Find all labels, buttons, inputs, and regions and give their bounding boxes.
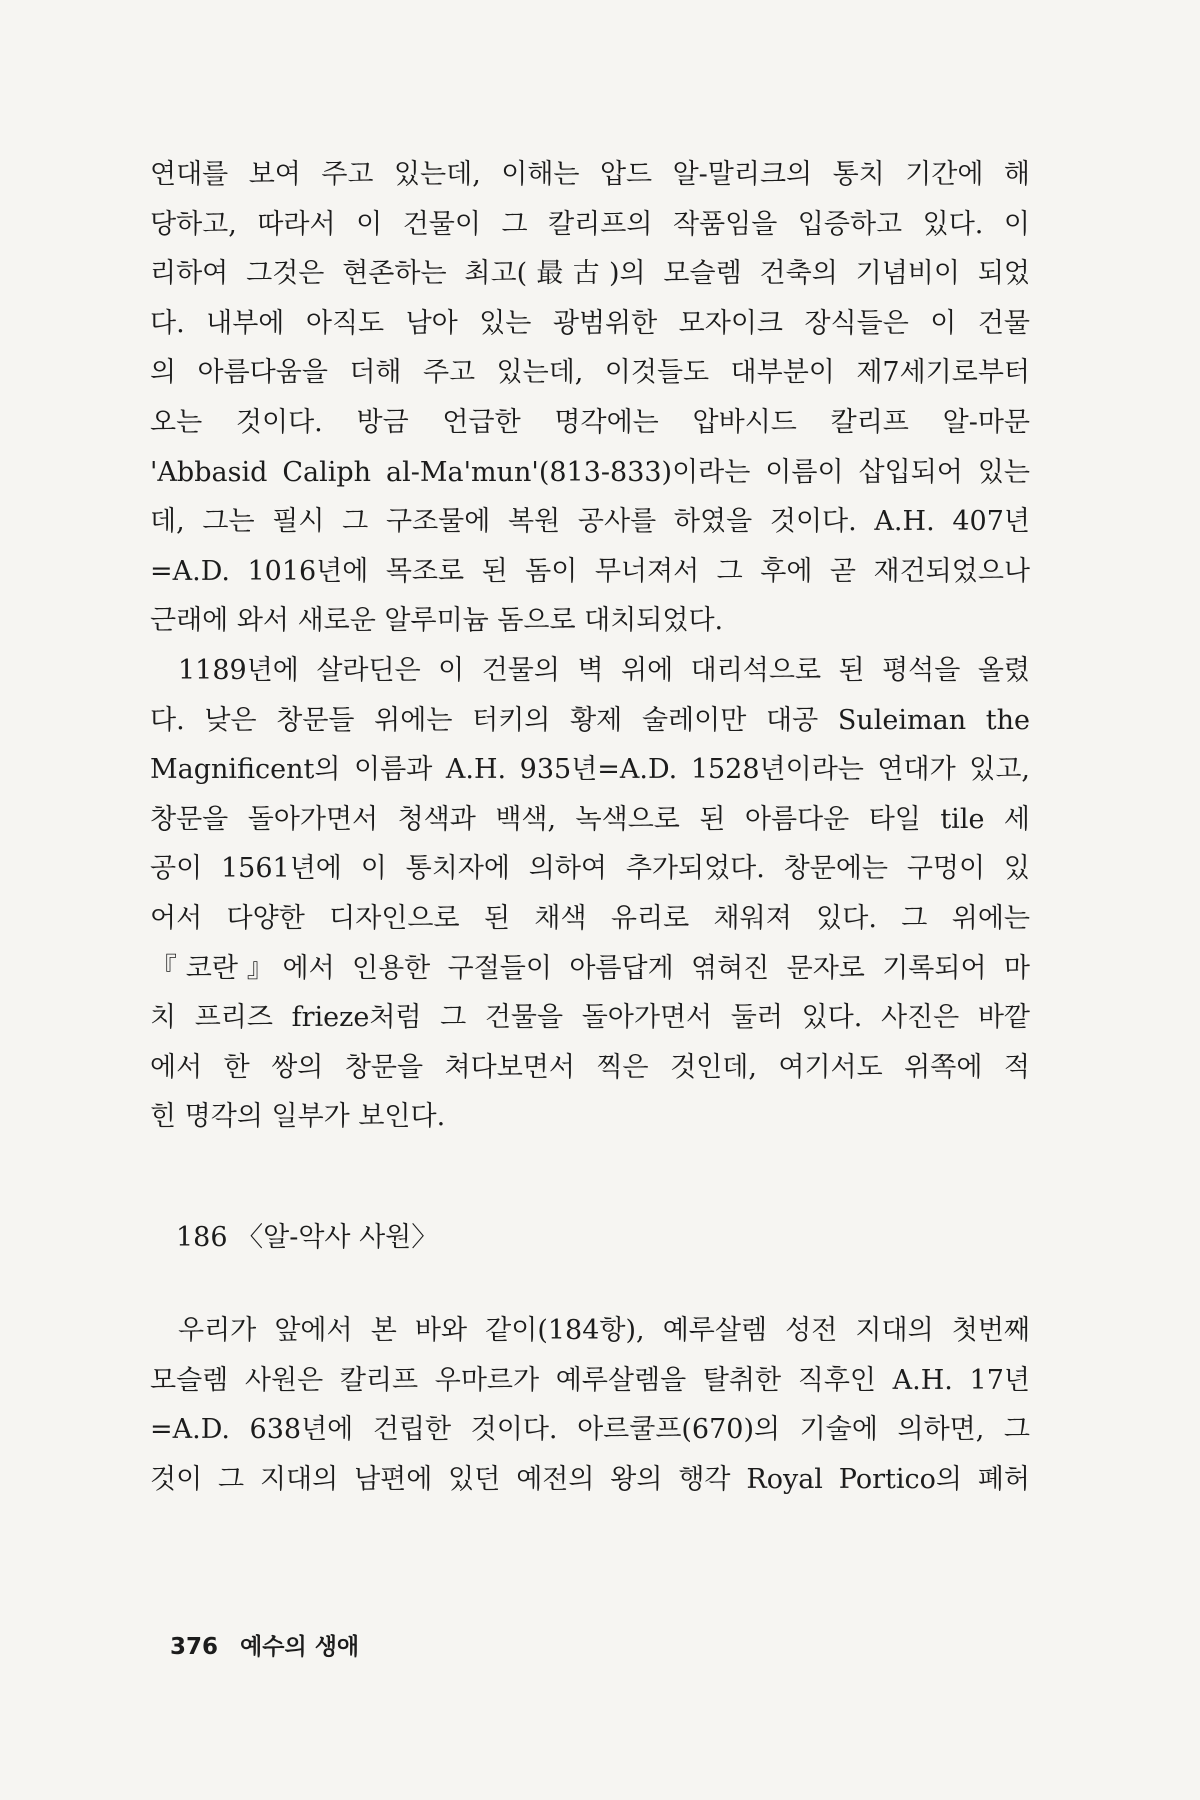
paragraph-2 [150, 646, 1030, 1142]
text-line: 오는 것이다. 방금 언급한 명각에는 압바시드 칼리프 알-마문 [150, 406, 1030, 438]
text-line: 의 아름다움을 더해 주고 있는데, 이것들도 대부분이 제7세기로부터 [150, 357, 1030, 389]
text-line: 에서 한 쌍의 창문을 쳐다보면서 찍은 것인데, 여기서도 위쪽에 적 [150, 1051, 1030, 1083]
text-line: 창문을 돌아가면서 청색과 백색, 녹색으로 된 아름다운 타일 tile 세 [150, 803, 1030, 835]
text-line: 어서 다양한 디자인으로 된 채색 유리로 채워져 있다. 그 위에는 [150, 902, 1030, 934]
text-line: 힌 명각의 일부가 보인다. [150, 1101, 446, 1133]
text-line: =A.D. 638년에 건립한 것이다. 아르쿨프(670)의 기술에 의하면, 그 [150, 1414, 1030, 1446]
body-text-upper [150, 150, 1030, 1142]
text-line: Magnificent의 이름과 A.H. 935년=A.D. 1528년이라는 연대가 있고, [150, 754, 1030, 786]
text-line: 다. 내부에 아직도 남아 있는 광범위한 모자이크 장식들은 이 건물 [150, 307, 1030, 339]
page-number: 376 [170, 1634, 219, 1660]
text-line: 당하고, 따라서 이 건물이 그 칼리프의 작품임을 입증하고 있다. 이 [150, 208, 1030, 240]
text-line: =A.D. 1016년에 목조로 된 돔이 무너져서 그 후에 곧 재건되었으나 [150, 555, 1030, 587]
text-line: 치 프리즈 frieze처럼 그 건물을 돌아가면서 둘러 있다. 사진은 바깥 [150, 1002, 1030, 1034]
paragraph-3 [150, 1306, 1030, 1504]
text-line: 리하여 그것은 현존하는 최고(最古)의 모슬렘 건축의 기념비이 되었 [150, 258, 1030, 290]
text-line: 연대를 보여 주고 있는데, 이해는 압드 알-말리크의 통치 기간에 해 [150, 159, 1030, 190]
text-line: 1189년에 살라딘은 이 건물의 벽 위에 대리석으로 된 평석을 올렸 [178, 654, 1030, 686]
page-footer [170, 1628, 359, 1661]
paragraph-1 [150, 150, 1030, 646]
book-title: 예수의 생애 [240, 1634, 360, 1660]
text-line: 'Abbasid Caliph al-Ma'mun'(813-833)이라는 이름이 삽입되어 있는 [150, 456, 1030, 488]
text-line: 근래에 와서 새로운 알루미늄 돔으로 대치되었다. [150, 605, 724, 637]
text-line: 것이 그 지대의 남편에 있던 예전의 왕의 행각 Royal Portico의 폐허 [150, 1463, 1030, 1495]
text-line: 데, 그는 필시 그 구조물에 복원 공사를 하였을 것이다. A.H. 407년 [150, 506, 1030, 538]
text-line: 공이 1561년에 이 통치자에 의하여 추가되었다. 창문에는 구멍이 있 [150, 853, 1030, 885]
section-heading: 186 〈알-악사 사원〉 [176, 1222, 439, 1253]
text-line: 다. 낮은 창문들 위에는 터키의 황제 술레이만 대공 Suleiman the [150, 704, 1030, 736]
text-line: 모슬렘 사원은 칼리프 우마르가 예루살렘을 탈취한 직후인 A.H. 17년 [150, 1364, 1030, 1396]
body-text-lower [150, 1306, 1030, 1504]
text-line: 우리가 앞에서 본 바와 같이(184항), 예루살렘 성전 지대의 첫번째 [178, 1315, 1030, 1346]
text-line: 『코란』에서 인용한 구절들이 아름답게 엮혀진 문자로 기록되어 마 [150, 952, 1030, 984]
